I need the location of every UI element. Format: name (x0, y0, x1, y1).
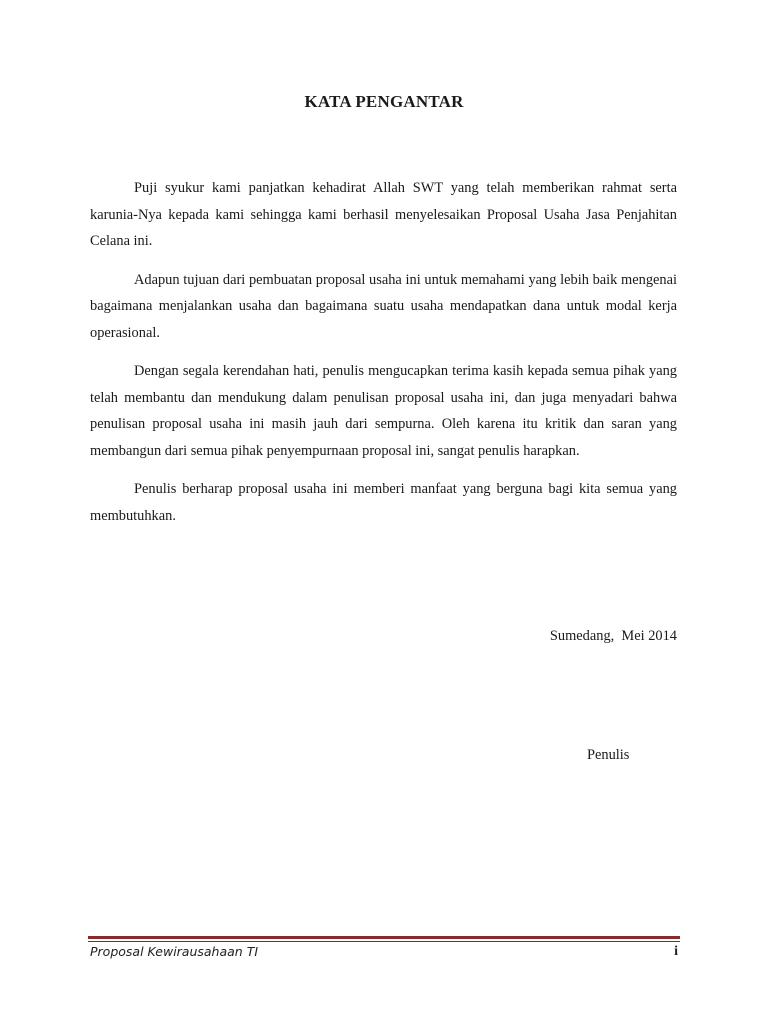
footer-rule-thick (88, 936, 680, 939)
signoff-place-date: Sumedang, Mei 2014 (549, 628, 677, 644)
footer-rule-thin (88, 941, 680, 942)
page-title: KATA PENGANTAR (304, 92, 464, 111)
signoff-author: Penulis (587, 747, 630, 763)
paragraph-1: Puji syukur kami panjatkan kehadirat Allah SWT yang telah memberikan rahmat serta karunia-Nya kepada kami sehingga kami berhasil menyelesaikan Proposal Usaha Jasa Penjahitan Celana ini. (90, 180, 677, 249)
paragraph-2: Adapun tujuan dari pembuatan proposal usaha ini untuk memahami yang lebih baik mengenai bagaimana menjalankan usaha dan bagaimana suatu usaha mendapatkan dana untuk modal kerja operasional. (90, 271, 677, 341)
footer-title: Proposal Kewirausahaan TI (90, 944, 259, 959)
body-text (90, 175, 677, 541)
paragraph-3: Dengan segala kerendahan hati, penulis mengucapkan terima kasih kepada semua pihak yang telah membantu dan mendukung dalam penulisan proposal usaha ini, dan juga menyadari bahwa penulisan proposal usaha ini masih jauh dari sempurna. Oleh karena itu kritik dan saran yang membangun dari semua pihak penyempurnaan proposal ini, sangat penulis harapkan. (90, 363, 677, 459)
footer-page-number: i (674, 944, 678, 959)
paragraph-4: Penulis berharap proposal usaha ini memberi manfaat yang berguna bagi kita semua yang membutuhkan. (90, 481, 677, 524)
